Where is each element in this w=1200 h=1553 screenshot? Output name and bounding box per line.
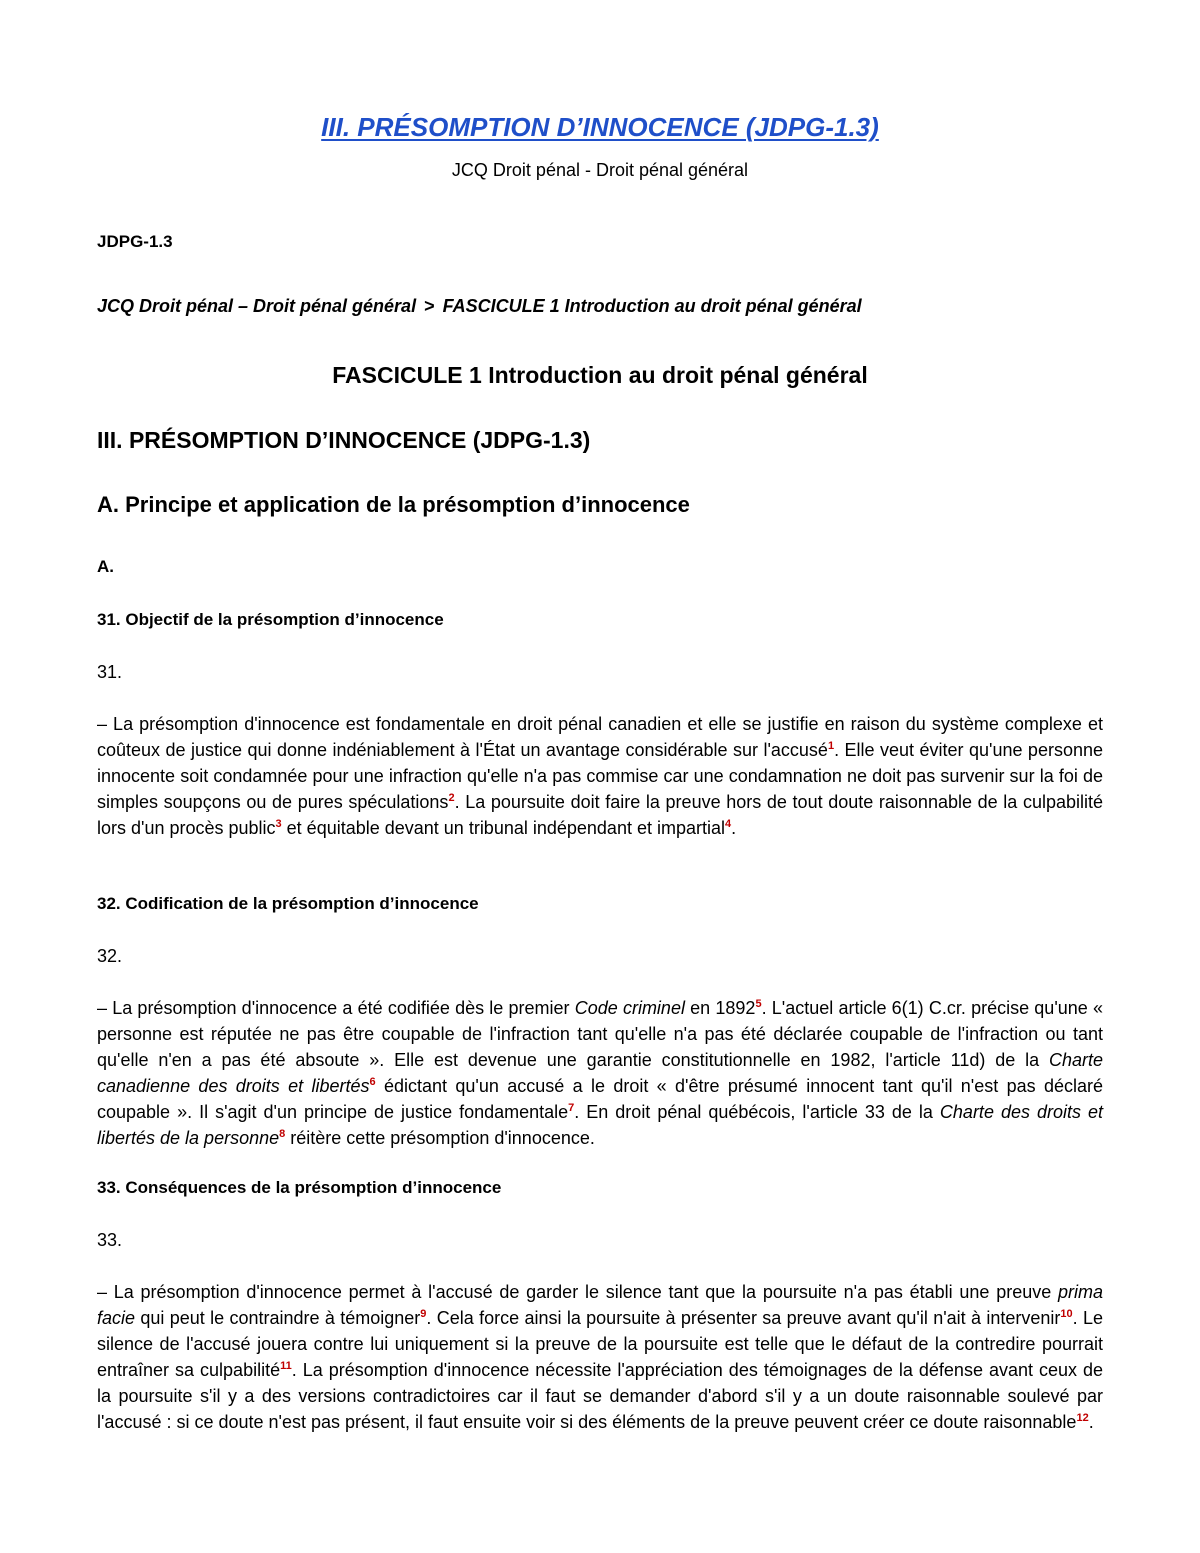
citation-title: Charte des droits et libertés de la personne [97,1102,1103,1148]
footnote-ref[interactable]: 8 [279,1128,286,1140]
fascicule-heading: FASCICULE 1 Introduction au droit pénal général [332,362,868,388]
paragraph-31-heading: 31. Objectif de la présomption d’innocence [97,610,444,629]
footnote-ref[interactable]: 1 [827,740,835,752]
paragraph-32-heading: 32. Codification de la présomption d’innocence [97,894,479,913]
paragraph-33-number: 33. [97,1230,123,1250]
footnote-ref[interactable]: 3 [275,818,282,830]
section-heading: III. PRÉSOMPTION D’INNOCENCE (JDPG-1.3) [97,427,591,453]
footnote-ref[interactable]: 7 [568,1102,575,1114]
document-title[interactable]: III. PRÉSOMPTION D’INNOCENCE (JDPG-1.3) [321,112,879,142]
breadcrumb [97,296,862,317]
document-subtitle: JCQ Droit pénal - Droit pénal général [451,160,749,180]
footnote-ref[interactable]: 10 [1060,1308,1073,1320]
footnote-ref[interactable]: 6 [369,1076,376,1088]
footnote-ref[interactable]: 5 [755,998,762,1010]
citation-title: Charte canadienne des droits et libertés [97,1050,1103,1096]
footnote-ref[interactable]: 12 [1076,1412,1089,1424]
paragraph-33-heading: 33. Conséquences de la présomption d’innocence [97,1178,502,1197]
breadcrumb-current[interactable]: FASCICULE 1 Introduction au droit pénal général [442,296,862,316]
breadcrumb-parent[interactable]: JCQ Droit pénal – Droit pénal général [97,296,417,316]
footnote-ref[interactable]: 11 [280,1360,292,1372]
document-code: JDPG-1.3 [97,232,173,251]
citation-title: Code criminel [574,998,685,1018]
footnote-ref[interactable]: 4 [724,818,732,830]
breadcrumb-separator: > [424,296,435,316]
subsection-letter: A. [97,557,114,576]
footnote-ref[interactable]: 9 [420,1308,427,1320]
subsection-heading: A. Principe et application de la présomption d’innocence [97,492,690,517]
paragraph-33-body: – La présomption d'innocence permet à l'accusé de garder le silence tant que la poursuite n'a pas établi une preuve prima facie qui peut le contraindre à témoigner$^9$. Cela force ainsi la poursuite à présenter sa preuve avant qu'il n'ait à intervenir$^{10}$. Le silence de l'accusé jouera contre lui uniquement si la preuve de la poursuite est telle que le défaut de la contredire pourrait entraîner sa culpabilité$^{11}$. La présomption d'innocence nécessite l'appréciation des témoignages de la défense avant ceux de la poursuite s'il y a des versions contradictoires car il faut se demander d'abord s'il y a un doute raisonnable soulevé par l'accusé : si ce doute n'est pas présent, il faut ensuite voir si des éléments de la preuve peuvent créer ce doute raisonnable$^{12}$. [97,1282,1104,1432]
paragraph-31-body: – La présomption d'innocence est fondamentale en droit pénal canadien et elle se justifie en raison du système complexe et coûteux de justice qui donne indéniablement à l'État un avantage considérable sur l'accusé$^1$. Elle veut éviter qu'une personne innocente soit condamnée pour une infraction qu'elle n'a pas commise car une condamnation ne doit pas survenir sur la foi de simples soupçons ou de pures spéculations$^2$. La poursuite doit faire la preuve hors de tout doute raisonnable de la culpabilité lors d'un procès public$^3$ et équitable devant un tribunal indépendant et impartial$^4$. [97,714,1103,838]
paragraph-32-number: 32. [97,946,123,966]
latin-term: prima facie [97,1282,1103,1328]
paragraph-32-body: – La présomption d'innocence a été codifiée dès le premier Code criminel en 1892$^5$. L'actuel article 6(1) C.cr. précise qu'une « personne est réputée ne pas être coupable de l'infraction tant qu'elle n'a pas été déclarée coupable de l'infraction ou tant qu'elle n'en a pas été absoute ». Elle est devenue une garantie constitutionnelle en 1982, l'article 11d) de la Charte canadienne des droits et libertés$^6$ édictant qu'un accusé a le droit « d'être présumé innocent tant qu'il n'est pas déclaré coupable ». Il s'agit d'un principe de justice fondamentale$^7$. En droit pénal québécois, l'article 33 de la Charte des droits et libertés de la personne$^8$ réitère cette présomption d'innocence. [97,998,1103,1148]
paragraph-31-number: 31. [97,662,123,682]
footnote-ref[interactable]: 2 [448,792,455,804]
